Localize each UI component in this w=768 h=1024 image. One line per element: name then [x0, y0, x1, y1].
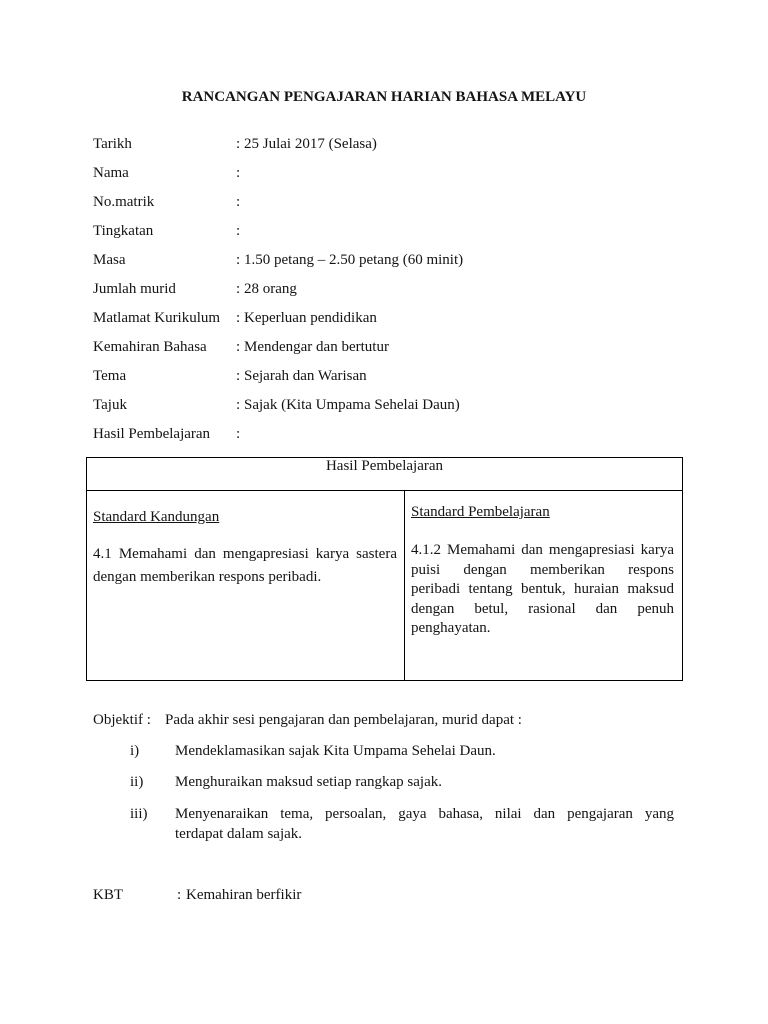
- text-line: 4.1.2 Memahami dan mengapresiasi karya: [411, 542, 674, 558]
- text-line: dengan memberikan respons peribadi.: [93, 569, 322, 585]
- objektif-item-text: [175, 742, 674, 760]
- field-no-matrik: [0, 188, 768, 217]
- field-separator: :: [236, 281, 241, 297]
- standard-kandungan-text: [93, 543, 397, 589]
- info-fields: [0, 130, 768, 449]
- field-tajuk: [0, 391, 768, 420]
- standard-pembelajaran-cell: [405, 491, 682, 680]
- field-label: Tarikh: [93, 136, 132, 152]
- field-label: Jumlah murid: [93, 281, 176, 297]
- field-separator: :: [236, 223, 241, 239]
- field-separator: :: [236, 339, 241, 355]
- field-value: Mendengar dan bertutur: [244, 339, 389, 355]
- field-separator: :: [236, 368, 241, 384]
- field-label: Matlamat Kurikulum: [93, 310, 221, 326]
- text-line: Menghuraikan maksud setiap rangkap sajak.: [175, 774, 443, 790]
- kbt-separator: :: [177, 887, 182, 903]
- field-kemahiran-bahasa: [0, 333, 768, 362]
- table-body-row: [87, 491, 682, 680]
- field-hasil-pembelajaran: [0, 420, 768, 449]
- text-line: terdapat dalam sajak.: [175, 826, 303, 842]
- field-label: Tema: [93, 368, 127, 384]
- field-tingkatan: [0, 217, 768, 246]
- standard-kandungan-cell: [87, 491, 405, 680]
- field-value: 25 Julai 2017 (Selasa): [244, 136, 377, 152]
- objektif-item-number: ii): [130, 774, 144, 790]
- field-value: 1.50 petang – 2.50 petang (60 minit): [244, 252, 464, 268]
- field-label: Kemahiran Bahasa: [93, 339, 207, 355]
- kbt-value: Kemahiran berfikir: [186, 887, 302, 903]
- text-line: Menyenaraikan tema, persoalan, gaya bahasa, nilai dan pengajaran yang: [175, 806, 674, 822]
- field-value: Sajak (Kita Umpama Sehelai Daun): [244, 397, 460, 413]
- objektif-intro: Pada akhir sesi pengajaran dan pembelajaran, murid dapat :: [165, 712, 522, 728]
- standard-pembelajaran-heading: Standard Pembelajaran: [411, 504, 550, 520]
- field-separator: :: [236, 136, 241, 152]
- field-separator: :: [236, 426, 241, 442]
- table-header: Hasil Pembelajaran: [87, 458, 682, 491]
- field-separator: :: [236, 194, 241, 210]
- field-separator: :: [236, 165, 241, 181]
- objektif-item-number: iii): [130, 806, 148, 822]
- field-value: 28 orang: [244, 281, 297, 297]
- text-line: puisi dengan memberikan respons: [411, 561, 674, 578]
- field-label: No.matrik: [93, 194, 155, 210]
- objektif-item-text: [175, 773, 674, 791]
- field-value: Sejarah dan Warisan: [244, 368, 367, 384]
- learning-outcomes-table: [86, 457, 683, 681]
- field-jumlah-murid: [0, 275, 768, 304]
- field-separator: :: [236, 252, 241, 268]
- text-line: penghayatan.: [411, 620, 491, 636]
- field-label: Hasil Pembelajaran: [93, 426, 211, 442]
- field-tarikh: [0, 130, 768, 159]
- field-nama: [0, 159, 768, 188]
- field-separator: :: [236, 397, 241, 413]
- field-tema: [0, 362, 768, 391]
- field-label: Tingkatan: [93, 223, 154, 239]
- field-label: Nama: [93, 165, 129, 181]
- field-label: Masa: [93, 252, 126, 268]
- objektif-item-text: [175, 804, 674, 844]
- standard-kandungan-heading: Standard Kandungan: [93, 509, 220, 525]
- objektif-label: Objektif :: [93, 712, 151, 728]
- kbt-label: KBT: [93, 887, 123, 903]
- field-matlamat-kurikulum: [0, 304, 768, 333]
- text-line: Mendeklamasikan sajak Kita Umpama Sehelai Daun.: [175, 743, 496, 759]
- text-line: peribadi tentang bentuk, huraian maksud: [411, 581, 674, 597]
- field-separator: :: [236, 310, 241, 326]
- standard-pembelajaran-text: [411, 541, 674, 639]
- field-label: Tajuk: [93, 397, 127, 413]
- document-title: RANCANGAN PENGAJARAN HARIAN BAHASA MELAYU: [181, 89, 587, 105]
- field-masa: [0, 246, 768, 275]
- objektif-item-number: i): [130, 743, 140, 759]
- field-value: Keperluan pendidikan: [244, 310, 377, 326]
- text-line: dengan betul, rasional dan penuh: [411, 600, 674, 617]
- text-line: 4.1 Memahami dan mengapresiasi karya sastera: [93, 546, 397, 562]
